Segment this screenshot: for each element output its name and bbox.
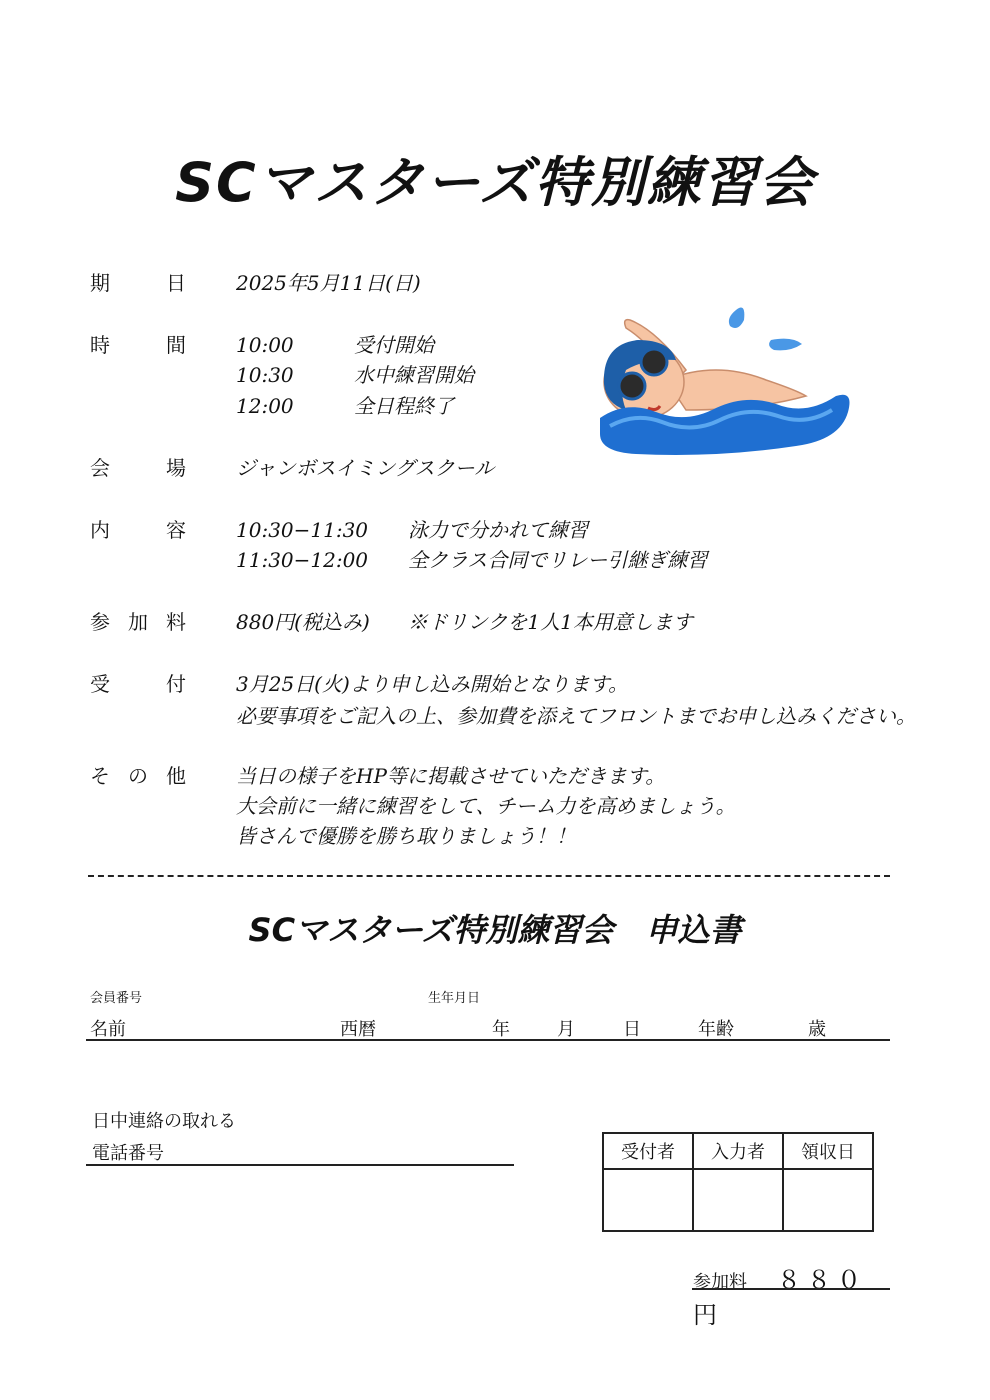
birthdate-label: 生年月日 xyxy=(428,991,481,1006)
content-row: 10:30−11:30 泳力で分かれて練習 xyxy=(236,518,588,542)
form-title: SCマスターズ特別練習会 申込書 xyxy=(248,911,742,949)
water-drop-icon xyxy=(769,339,802,351)
goggle-icon xyxy=(641,349,667,375)
venue-label: 会 場 xyxy=(90,456,188,480)
other-line: 皆さんで優勝を勝ち取りましょう！！ xyxy=(236,824,576,848)
date-label: 期 日 xyxy=(90,271,188,295)
content-row: 11:30−12:00 全クラス合同でリレー引継ぎ練習 xyxy=(236,548,708,572)
age-label: 年齢 xyxy=(698,1019,734,1040)
reception-line: 必要事項をご記入の上、参加費を添えてフロントまでお申し込みください。 xyxy=(236,704,916,728)
swimmer-illustration xyxy=(596,300,856,460)
time-label: 時 間 xyxy=(90,333,188,357)
member-number-label: 会員番号 xyxy=(90,991,143,1006)
name-field-line[interactable] xyxy=(86,1039,890,1041)
date-value: 2025年5月11日(日) xyxy=(236,271,421,295)
stamp-cell[interactable] xyxy=(603,1169,693,1231)
stamp-header-input: 入力者 xyxy=(693,1133,783,1169)
fee-underline xyxy=(692,1288,890,1290)
goggle-icon xyxy=(619,373,645,399)
page-title: SCマスターズ特別練習会 xyxy=(175,151,815,214)
schedule-row: 10:00 受付開始 xyxy=(236,333,434,357)
phone-label-line2: 電話番号 xyxy=(92,1143,164,1164)
name-label: 名前 xyxy=(90,1019,126,1040)
day-label: 日 xyxy=(623,1019,641,1040)
phone-field-line[interactable] xyxy=(86,1164,514,1166)
reception-label: 受 付 xyxy=(90,672,188,696)
schedule-row: 10:30 水中練習開始 xyxy=(236,363,474,387)
other-line: 大会前に一緒に練習をして、チーム力を高めましょう。 xyxy=(236,794,736,818)
stamp-header-receiver: 受付者 xyxy=(603,1133,693,1169)
fee-value: 880円(税込み) ※ドリンクを1人1本用意します xyxy=(236,610,693,634)
phone-label-line1: 日中連絡の取れる xyxy=(92,1111,236,1132)
month-label: 月 xyxy=(557,1019,575,1040)
venue-value: ジャンボスイミングスクール xyxy=(236,456,495,480)
other-line: 当日の様子をHP等に掲載させていただきます。 xyxy=(236,764,666,788)
year-label: 年 xyxy=(492,1019,510,1040)
fee-summary: 参加料 ８８０円 xyxy=(693,1266,867,1329)
cut-line xyxy=(88,875,890,877)
stamp-cell[interactable] xyxy=(693,1169,783,1231)
schedule-row: 12:00 全日程終了 xyxy=(236,394,454,418)
stamp-header-receipt-date: 領収日 xyxy=(783,1133,873,1169)
age-unit-label: 歳 xyxy=(808,1019,826,1040)
water-drop-icon xyxy=(729,308,744,328)
office-use-table xyxy=(602,1132,874,1232)
reception-line: 3月25日(火)より申し込み開始となります。 xyxy=(236,672,629,696)
content-label: 内 容 xyxy=(90,518,188,542)
drink-note: ※ドリンクを1人1本用意します xyxy=(407,610,693,634)
stamp-cell[interactable] xyxy=(783,1169,873,1231)
other-label: そ の 他 xyxy=(90,764,188,788)
era-label: 西暦 xyxy=(340,1019,376,1040)
fee-label: 参 加 料 xyxy=(90,610,188,634)
